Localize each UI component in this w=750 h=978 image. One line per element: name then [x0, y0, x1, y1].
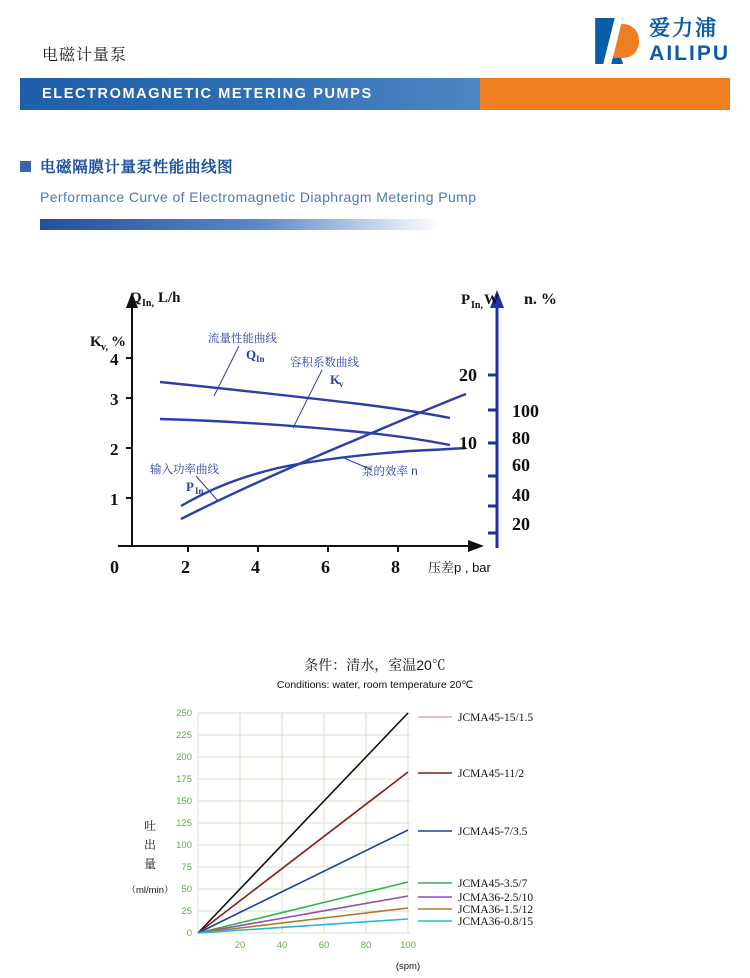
svg-text:In: In: [195, 486, 204, 496]
legend-label-5: JCMA36-2.5/10: [458, 892, 534, 904]
svg-text:v: v: [339, 379, 344, 389]
series-line-5: [198, 896, 408, 933]
legend-label-4: JCMA45-3.5/7: [458, 878, 528, 890]
n-tick-100: 100: [512, 401, 539, 421]
chart2-xlabel: (spm): [395, 961, 421, 972]
ytick-1: 1: [110, 490, 119, 509]
svg-text:In,: In,: [142, 298, 154, 309]
annotation-power-curve: 输入功率曲线: [150, 464, 219, 476]
axis-label-qin: Q: [130, 290, 142, 306]
square-bullet-icon: [20, 161, 31, 172]
chart2-ytick-250: 250: [176, 708, 192, 719]
axis-label-n: n. %: [524, 291, 557, 308]
chart2-ylabel-unit: （ml/min）: [126, 885, 174, 896]
section-gradient-bar: [40, 219, 440, 230]
ytick-3: 3: [110, 390, 119, 409]
banner-title-en: ELECTROMAGNETIC METERING PUMPS: [42, 86, 373, 102]
chart2-ytick-50: 50: [181, 884, 192, 895]
legend-label-2: JCMA45-11/2: [458, 768, 525, 780]
banner-title-block: [20, 78, 480, 110]
annotation-efficiency-curve: 泵的效率 n: [362, 466, 418, 478]
chart2-ylabel-char-1: 吐: [143, 819, 157, 833]
chart2-ylabel-char-3: 量: [143, 857, 157, 871]
annotation-flow-curve: 流量性能曲线: [208, 333, 277, 345]
axis-label-kv: K: [90, 334, 102, 350]
xtick-0: 0: [110, 557, 119, 577]
chart2-ytick-125: 125: [176, 818, 192, 829]
svg-text:L/h: L/h: [158, 290, 181, 306]
chart2-ytick-150: 150: [176, 796, 192, 807]
chart2-ylabel-char-2: 出: [143, 838, 157, 852]
ailipu-logo-icon: [595, 18, 641, 64]
svg-text:In: In: [256, 354, 265, 364]
banner-accent-block: [480, 78, 730, 110]
axis-label-pin: P: [461, 292, 471, 308]
chart2-ytick-75: 75: [181, 862, 192, 873]
performance-curve-chart: [0, 258, 750, 598]
pin-tick-20: 20: [459, 365, 477, 385]
xtick-4: 4: [251, 557, 260, 577]
x-axis-title: 压差p , bar: [428, 560, 491, 575]
xtick-2: 2: [181, 557, 190, 577]
chart2-xtick-80: 80: [360, 940, 372, 951]
chart2-ytick-0: 0: [186, 928, 192, 939]
chart2-ytick-200: 200: [176, 752, 192, 763]
annotation-kv-curve: 容积系数曲线: [290, 357, 359, 369]
chart2-title-cn: 条件：清水，室温20℃: [304, 657, 446, 673]
svg-text:%: %: [111, 334, 126, 350]
legend-label-3: JCMA45-7/3.5: [458, 826, 528, 838]
chart2-ytick-25: 25: [181, 906, 192, 917]
discharge-rate-chart: [0, 655, 750, 975]
chart2-xtick-20: 20: [234, 940, 246, 951]
ytick-4: 4: [110, 350, 119, 369]
n-tick-60: 60: [512, 455, 530, 475]
svg-text:In,: In,: [471, 300, 483, 311]
section-title-cn: 电磁隔膜计量泵性能曲线图: [40, 159, 234, 176]
series-line-2: [198, 772, 408, 933]
chart2-ytick-175: 175: [176, 774, 192, 785]
legend-label-7: JCMA36-0.8/15: [458, 916, 534, 928]
brand-logo: [595, 18, 730, 64]
header-banner: [20, 78, 730, 110]
n-tick-20: 20: [512, 514, 530, 534]
chart2-title-en: Conditions: water, room temperature 20℃: [276, 679, 474, 691]
svg-text:v,: v,: [101, 342, 108, 353]
chart2-ytick-100: 100: [176, 840, 192, 851]
chart2-xtick-60: 60: [318, 940, 330, 951]
legend-label-1: JCMA45-15/1.5: [458, 712, 534, 724]
chart2-xtick-40: 40: [276, 940, 288, 951]
chart2-xtick-100: 100: [400, 940, 416, 951]
pin-tick-10: 10: [459, 433, 477, 453]
svg-text:K: K: [330, 372, 341, 387]
chart2-ytick-225: 225: [176, 730, 192, 741]
svg-text:Q: Q: [246, 347, 257, 362]
xtick-6: 6: [321, 557, 330, 577]
svg-text:W: W: [484, 292, 499, 308]
n-tick-40: 40: [512, 485, 530, 505]
svg-text:P: P: [186, 479, 194, 494]
logo-text-en: AILIPU: [649, 42, 730, 65]
xtick-8: 8: [391, 557, 400, 577]
header-title-cn: 电磁计量泵: [42, 47, 128, 64]
section-heading: [20, 155, 730, 230]
page-header: [0, 0, 750, 112]
legend-label-6: JCMA36-1.5/12: [458, 904, 534, 916]
logo-text-cn: 爱力浦: [649, 17, 719, 40]
n-tick-80: 80: [512, 428, 530, 448]
section-title-en: Performance Curve of Electromagnetic Diaphragm Metering Pump: [40, 189, 477, 205]
ytick-2: 2: [110, 440, 119, 459]
